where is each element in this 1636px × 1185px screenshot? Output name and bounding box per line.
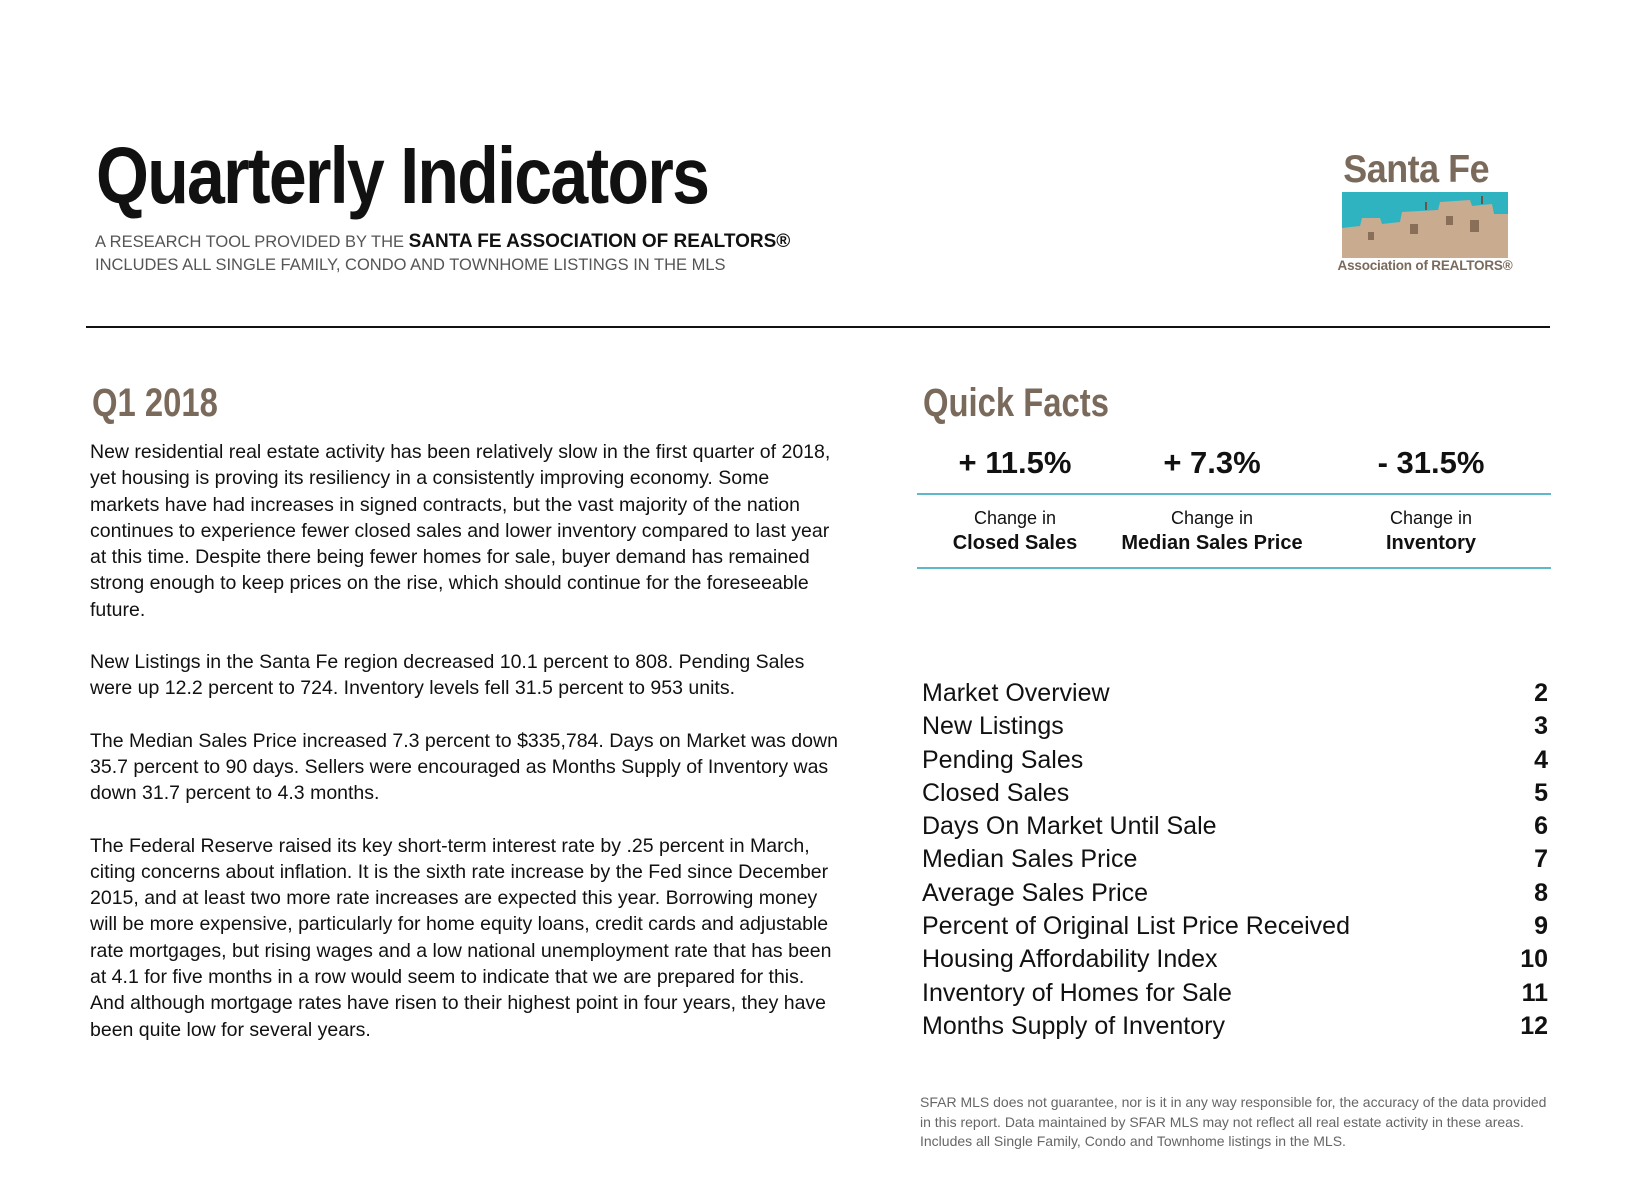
- report-period-heading: Q1 2018: [92, 381, 218, 425]
- logo-name: Santa Fe: [1343, 148, 1490, 191]
- summary-paragraph: The Median Sales Price increased 7.3 percent to $335,784. Days on Market was down 35.7 percent to 90 days. Sellers were encouraged as Months Supply of Inventory was down 31.7 percent to 4.3 months.: [90, 729, 838, 805]
- toc-item-page: 7: [1534, 845, 1548, 874]
- toc-item-label: Housing Affordability Index: [922, 945, 1218, 974]
- toc-item-label: New Listings: [922, 712, 1064, 741]
- table-of-contents: [922, 677, 1548, 1043]
- summary-paragraph: New Listings in the Santa Fe region decreased 10.1 percent to 808. Pending Sales were up 12.2 percent to 724. Inventory levels fell 31.5 percent to 953 units.: [90, 651, 805, 700]
- quick-fact-label-median-price: [1113, 506, 1311, 556]
- summary-paragraph: The Federal Reserve raised its key short-term interest rate by .25 percent in March, citing concerns about inflation. It is the sixth rate increase by the Fed since December 2015, and at least two more rate increases are expected this year. Borrowing money will be more expensive, particularly for home equity loans, credit cards and adjustable rate mortgages, but rising wages and a low national unemployment rate that has been at 4.1 for five months in a row would seem to indicate that we are prepared for this. And although mortgage rates have risen to their highest point in four years, they have been quite low for several years.: [90, 834, 832, 1041]
- toc-item-months-supply[interactable]: [922, 1010, 1548, 1043]
- toc-item-label: Closed Sales: [922, 778, 1070, 807]
- toc-item-pending-sales[interactable]: [922, 744, 1548, 777]
- toc-item-label: Market Overview: [922, 679, 1110, 707]
- quick-fact-label-closed-sales: [917, 506, 1113, 556]
- quick-fact-label-inventory: [1311, 506, 1551, 556]
- toc-item-page: 12: [1520, 1011, 1548, 1040]
- quick-fact-label-bold: Closed Sales: [952, 532, 1078, 554]
- subtitle-line-2: INCLUDES ALL SINGLE FAMILY, CONDO AND TOWNHOME LISTINGS IN THE MLS: [95, 256, 726, 274]
- quick-fact-value-closed-sales: + 11.5%: [958, 445, 1072, 480]
- adobe-building-logo-icon: [1342, 192, 1508, 258]
- toc-item-page: 3: [1534, 712, 1548, 741]
- toc-item-label: Pending Sales: [922, 745, 1084, 774]
- toc-item-page: 9: [1534, 912, 1548, 941]
- quick-facts-values: [917, 433, 1551, 493]
- disclaimer-text: SFAR MLS does not guarantee, nor is it in any way responsible for, the accuracy of the data provided in this report. Data maintained by SFAR MLS may not reflect all real estate activity in these areas. Includes all Single Family, Condo and Townhome listings in the MLS.: [920, 1094, 1547, 1149]
- toc-item-label: Average Sales Price: [922, 878, 1149, 907]
- quick-fact-label-top: Change in: [973, 508, 1057, 528]
- subtitle-org-name: SANTA FE ASSOCIATION OF REALTORS®: [408, 231, 791, 252]
- quick-facts-labels: [917, 495, 1551, 567]
- quick-fact-value-inventory: - 31.5%: [1377, 445, 1485, 480]
- toc-item-label: Days On Market Until Sale: [922, 812, 1217, 841]
- santa-fe-realtors-logo: [1338, 148, 1518, 283]
- toc-item-page: 8: [1534, 878, 1548, 907]
- toc-item-page: 4: [1534, 745, 1548, 774]
- toc-item-page: 11: [1521, 978, 1548, 1007]
- header-divider: [86, 326, 1550, 328]
- toc-item-page: 2: [1534, 679, 1548, 707]
- quick-facts-heading: Quick Facts: [923, 381, 1109, 425]
- toc-item-page: 10: [1520, 945, 1548, 974]
- toc-item-label: Inventory of Homes for Sale: [922, 978, 1232, 1007]
- quick-facts-bottom-rule: [917, 567, 1551, 569]
- quick-fact-value-median-price: + 7.3%: [1163, 445, 1261, 480]
- toc-item-median-sales-price[interactable]: [922, 843, 1548, 876]
- toc-item-inventory[interactable]: [922, 977, 1548, 1010]
- toc-item-closed-sales[interactable]: [922, 777, 1548, 810]
- toc-item-label: Percent of Original List Price Received: [922, 912, 1350, 941]
- quick-fact-label-top: Change in: [1170, 508, 1254, 528]
- quick-fact-label-bold: Median Sales Price: [1121, 532, 1303, 554]
- subtitle-prefix: A RESEARCH TOOL PROVIDED BY THE: [95, 233, 405, 251]
- logo-tagline: Association of REALTORS®: [1337, 258, 1513, 273]
- toc-item-market-overview[interactable]: [922, 677, 1548, 710]
- summary-paragraph: New residential real estate activity has been relatively slow in the first quarter of 2018, yet housing is proving its resiliency in a consistently improving economy. Some markets have had increases in signed contracts, but the vast majority of the nation continues to experience fewer closed sales and lower inventory compared to last year at this time. Despite there being fewer homes for sale, buyer demand has remained strong enough to keep prices on the rise, which should continue for the foreseeable future.: [90, 441, 831, 621]
- toc-item-average-sales-price[interactable]: [922, 877, 1548, 910]
- quick-fact-label-bold: Inventory: [1385, 532, 1477, 554]
- toc-item-percent-list-price[interactable]: [922, 910, 1548, 943]
- toc-item-page: 6: [1534, 812, 1548, 841]
- quick-fact-label-top: Change in: [1389, 508, 1473, 528]
- toc-item-label: Median Sales Price: [922, 845, 1138, 874]
- toc-item-page: 5: [1534, 778, 1548, 807]
- report-summary: [90, 439, 840, 1069]
- quick-facts-panel: [917, 433, 1551, 569]
- page-title: Quarterly Indicators: [96, 131, 709, 220]
- toc-item-label: Months Supply of Inventory: [922, 1011, 1225, 1040]
- toc-item-new-listings[interactable]: [922, 710, 1548, 743]
- toc-item-days-on-market[interactable]: [922, 810, 1548, 843]
- subtitle-line-1: [95, 231, 790, 253]
- toc-item-affordability-index[interactable]: [922, 943, 1548, 976]
